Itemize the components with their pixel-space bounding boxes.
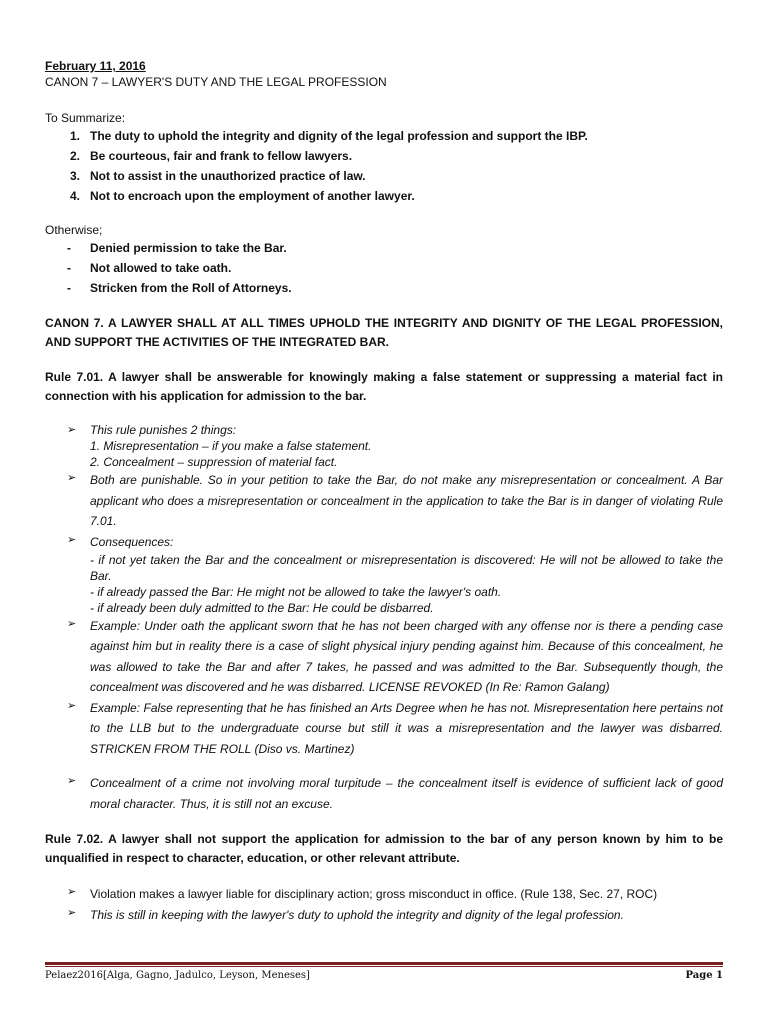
rule-702-heading: Rule 7.02. A lawyer shall not support the application for admission to the bar of any person known by him to be unqualified in respect to character, education, or other relevant attribute. — [45, 832, 723, 865]
arrow-bullet-icon: ➢ — [67, 424, 77, 436]
arrow-bullet-icon: ➢ — [67, 886, 77, 898]
footer-divider-thin — [45, 966, 723, 967]
canon-7-heading: CANON 7. A LAWYER SHALL AT ALL TIMES UPHOLD THE INTEGRITY AND DIGNITY OF THE LEGAL PROFESSION, AND SUPPORT THE ACTIVITIES OF THE INTEGRATED BAR. — [45, 316, 723, 349]
list-item: - Denied permission to take the Bar. — [67, 241, 287, 255]
list-item: - Not allowed to take oath. — [67, 261, 232, 275]
otherwise-heading: Otherwise; — [45, 223, 103, 237]
document-page — [45, 58, 723, 925]
otherwise-list — [45, 238, 723, 298]
arrow-bullet-icon: ➢ — [67, 617, 77, 630]
list-item: 2. Be courteous, fair and frank to fellow lawyers. — [69, 149, 353, 163]
list-item: ➢ Example: Under oath the applicant sworn that he has not been charged with any offense nor is there a pending case against him but in reality there is a case of slight physical injury pending against him. Because of this concealment, he was allowed to take the Bar and after 7 takes, he passed and was admitted to the Bar. Subsequently though, the concealment was discovered and he was disbarred. LICENSE REVOKED (In Re: Ramon Galang) — [67, 616, 723, 698]
arrow-bullet-icon: ➢ — [67, 533, 77, 546]
list-item: 4. Not to encroach upon the employment of another lawyer. — [69, 189, 415, 203]
list-item: 3. Not to assist in the unauthorized practice of law. — [69, 169, 366, 183]
rule-701-heading: Rule 7.01. A lawyer shall be answerable for knowingly making a false statement or suppressing a material fact in connection with his application for admission to the bar. — [45, 370, 723, 403]
arrow-bullet-icon: ➢ — [67, 472, 77, 484]
list-item: ➢ Example: False representing that he has finished an Arts Degree when he has not. Misrepresentation here pertains not to the LLB but to the undergraduate course but still it was a misrepresentation and the lawyer was disbarred. STRICKEN FROM THE ROLL (Diso vs. Martinez) — [67, 698, 723, 760]
summary-heading: To Summarize: — [45, 111, 126, 125]
page-number: Page 1 — [685, 970, 723, 981]
rule-701-bullets — [67, 422, 723, 814]
document-date: February 11, 2016 — [45, 59, 146, 73]
list-item: ➢ Violation makes a lawyer liable for disciplinary action; gross misconduct in office. (Rule 138, Sec. 27, ROC) — [67, 884, 723, 905]
arrow-bullet-icon: ➢ — [67, 906, 77, 919]
footer-authors: Pelaez2016[Alga, Gagno, Jadulco, Leyson, Meneses] — [45, 970, 310, 981]
rule-702-bullets — [67, 884, 723, 925]
list-item: ➢ This rule punishes 2 things: 1. Misrepresentation – if you make a false statement. 2. Concealment – suppression of material fact. — [67, 423, 372, 469]
list-item: ➢ This is still in keeping with the lawyer's duty to uphold the integrity and dignity of the legal profession. — [67, 905, 723, 926]
page-footer — [45, 970, 723, 981]
list-item: ➢ Concealment of a crime not involving moral turpitude – the concealment itself is evidence of sufficient lack of good moral character. Thus, it is still not an excuse. — [67, 773, 723, 814]
list-item: ➢ Consequences: - if not yet taken the Bar and the concealment or misrepresentation is discovered: He will not be allowed to take the Bar. - if already passed the Bar: He might not be allowed to take the lawyer's oath. - if already been duly admitted to the Bar: He could be disbarred. — [67, 533, 723, 615]
footer-divider — [45, 962, 723, 965]
arrow-bullet-icon: ➢ — [67, 775, 77, 787]
arrow-bullet-icon: ➢ — [67, 699, 77, 712]
list-item: - Stricken from the Roll of Attorneys. — [67, 281, 292, 295]
list-item: 1. The duty to uphold the integrity and dignity of the legal profession and support the IBP. — [69, 129, 588, 143]
document-title: CANON 7 – LAWYER'S DUTY AND THE LEGAL PROFESSION — [45, 75, 387, 89]
summary-list — [45, 126, 723, 206]
list-item: ➢ Both are punishable. So in your petition to take the Bar, do not make any misrepresentation or concealment. A Bar applicant who does a misrepresentation or concealment in the application to take the Bar is in danger of violating Rule 7.01. — [67, 470, 723, 532]
